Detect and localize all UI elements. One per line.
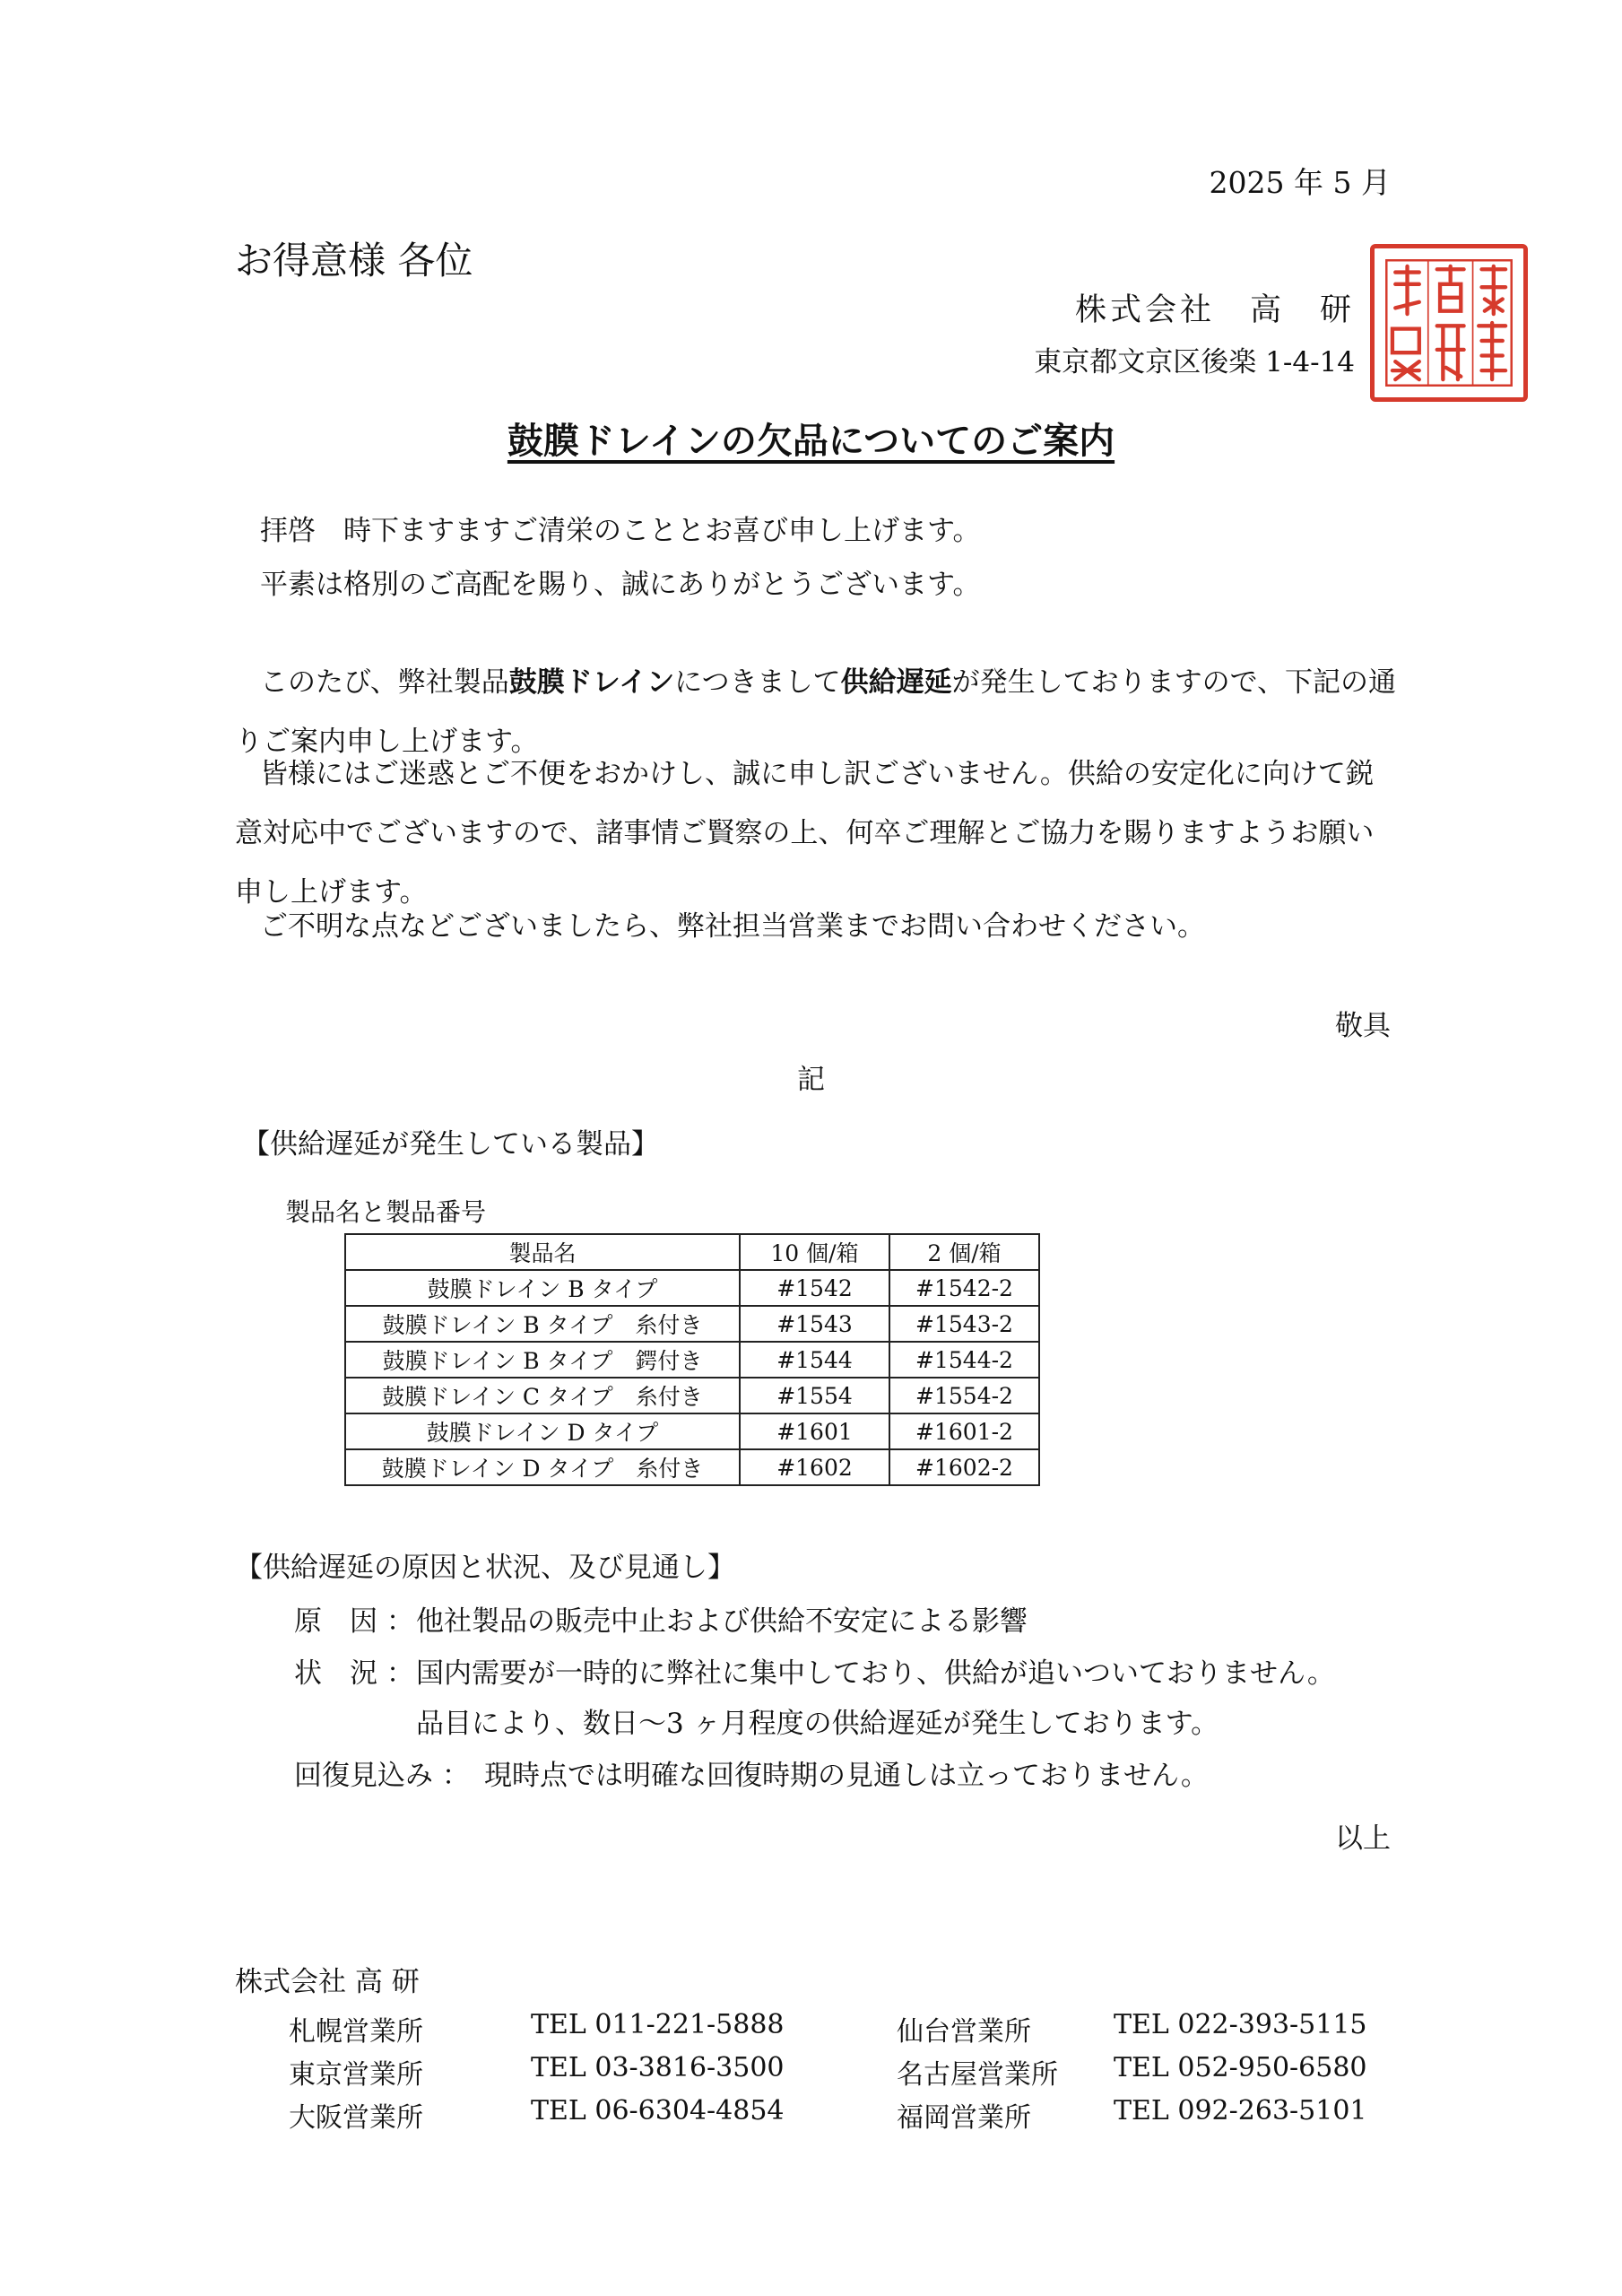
outlook-text: 現時点では明確な回復時期の見通しは立っておりません。 [484, 1760, 1209, 1792]
table-row [345, 1378, 1039, 1413]
office-name-sendai: 仙台営業所 [897, 2016, 1031, 2048]
document-title: 鼓膜ドレインの欠品についてのご案内 [507, 421, 1115, 462]
product-name-cell: 鼓膜ドレイン D タイプ [345, 1413, 740, 1449]
product-number-2-cell: #1543-2 [889, 1306, 1039, 1342]
body-paragraph-3: ご不明な点などございましたら、弊社担当営業までお問い合わせください。 [260, 910, 1205, 943]
addressee: お得意様 各位 [235, 239, 473, 283]
product-name-cell: 鼓膜ドレイン B タイプ [345, 1270, 740, 1306]
office-tel-fukuoka: TEL 092-263-5101 [1114, 2095, 1367, 2126]
product-number-2-cell: #1544-2 [889, 1342, 1039, 1378]
body-p1-mid: につきまして [674, 666, 841, 699]
product-number-10-cell: #1601 [740, 1413, 889, 1449]
body-p1-pre: このたび、弊社製品 [260, 666, 509, 699]
product-number-10-cell: #1544 [740, 1342, 889, 1378]
seal-stamp-icon [1375, 248, 1523, 397]
products-heading: 【供給遅延が発生している製品】 [242, 1128, 659, 1161]
product-name-cell: 鼓膜ドレイン D タイプ 糸付き [345, 1449, 740, 1485]
company-seal [1370, 244, 1528, 402]
product-number-2-cell: #1542-2 [889, 1270, 1039, 1306]
column-header-product-name: 製品名 [345, 1234, 740, 1270]
greeting-line-1: 拝啓 時下ますますご清栄のこととお喜び申し上げます。 [260, 515, 981, 547]
column-header-10-per-box: 10 個/箱 [740, 1234, 889, 1270]
situation-label: 状 況 ： [294, 1657, 414, 1690]
office-name-sapporo: 札幌営業所 [289, 2016, 423, 2048]
closing-ijou: 以上 [1335, 1822, 1391, 1855]
body-p1-issue: 供給遅延 [840, 666, 952, 699]
document-date: 2025 年 5 月 [1209, 165, 1391, 200]
column-header-2-per-box: 2 個/箱 [889, 1234, 1039, 1270]
office-name-nagoya: 名古屋営業所 [897, 2059, 1058, 2091]
product-name-cell: 鼓膜ドレイン B タイプ 鍔付き [345, 1342, 740, 1378]
product-name-cell: 鼓膜ドレイン B タイプ 糸付き [345, 1306, 740, 1342]
product-number-10-cell: #1554 [740, 1378, 889, 1413]
table-row [345, 1449, 1039, 1485]
body-paragraph-2: 皆様にはご迷惑とご不便をおかけし、誠に申し訳ございません。供給の安定化に向けて鋭意対応中でございますので、諸事情ご賢察の上、何卒ご理解とご協力を賜りますようお願い申し上げます。 [235, 758, 1375, 909]
product-number-10-cell: #1543 [740, 1306, 889, 1342]
status-heading: 【供給遅延の原因と状況、及び見通し】 [235, 1552, 735, 1584]
office-tel-tokyo: TEL 03-3816-3500 [531, 2052, 785, 2083]
table-row [345, 1270, 1039, 1306]
office-name-tokyo: 東京営業所 [289, 2059, 423, 2091]
outlook-label: 回復見込み ： [294, 1760, 470, 1792]
greeting-line-2: 平素は格別のご高配を賜り、誠にありがとうございます。 [260, 569, 981, 601]
table-row [345, 1413, 1039, 1449]
body-p1-product: 鼓膜ドレイン [508, 666, 675, 699]
products-table [344, 1233, 1040, 1486]
cause-text: 他社製品の販売中止および供給不安定による影響 [416, 1605, 1028, 1638]
product-number-10-cell: #1602 [740, 1449, 889, 1485]
body-p1-post: が発生しておりますので、下記の通りご案内申し上げます。 [235, 666, 1396, 758]
office-tel-nagoya: TEL 052-950-6580 [1114, 2052, 1367, 2083]
situation-text-1: 国内需要が一時的に弊社に集中しており、供給が追いついておりません。 [416, 1657, 1335, 1690]
sender-address: 東京都文京区後楽 1-4-14 [1034, 346, 1355, 378]
table-header-row [345, 1234, 1039, 1270]
product-number-2-cell: #1601-2 [889, 1413, 1039, 1449]
office-tel-osaka: TEL 06-6304-4854 [531, 2095, 785, 2126]
office-tel-sapporo: TEL 011-221-5888 [531, 2009, 785, 2040]
closing-keigu: 敬具 [1335, 1010, 1391, 1042]
office-name-osaka: 大阪営業所 [289, 2102, 423, 2134]
cause-label: 原 因 ： [294, 1605, 414, 1638]
situation-text-2: 品目により、数日〜3 ヶ月程度の供給遅延が発生しております。 [416, 1708, 1219, 1740]
sender-company: 株式会社 高 研 [1074, 292, 1355, 328]
product-name-cell: 鼓膜ドレイン C タイプ 糸付き [345, 1378, 740, 1413]
footer-company: 株式会社 高 研 [235, 1966, 420, 1998]
office-tel-sendai: TEL 022-393-5115 [1114, 2009, 1367, 2040]
product-number-2-cell: #1602-2 [889, 1449, 1039, 1485]
table-row [345, 1306, 1039, 1342]
product-number-10-cell: #1542 [740, 1270, 889, 1306]
product-number-2-cell: #1554-2 [889, 1378, 1039, 1413]
table-row [345, 1342, 1039, 1378]
ki-heading: 記 [797, 1064, 825, 1096]
office-name-fukuoka: 福岡営業所 [897, 2102, 1031, 2134]
products-subheading: 製品名と製品番号 [285, 1197, 487, 1227]
